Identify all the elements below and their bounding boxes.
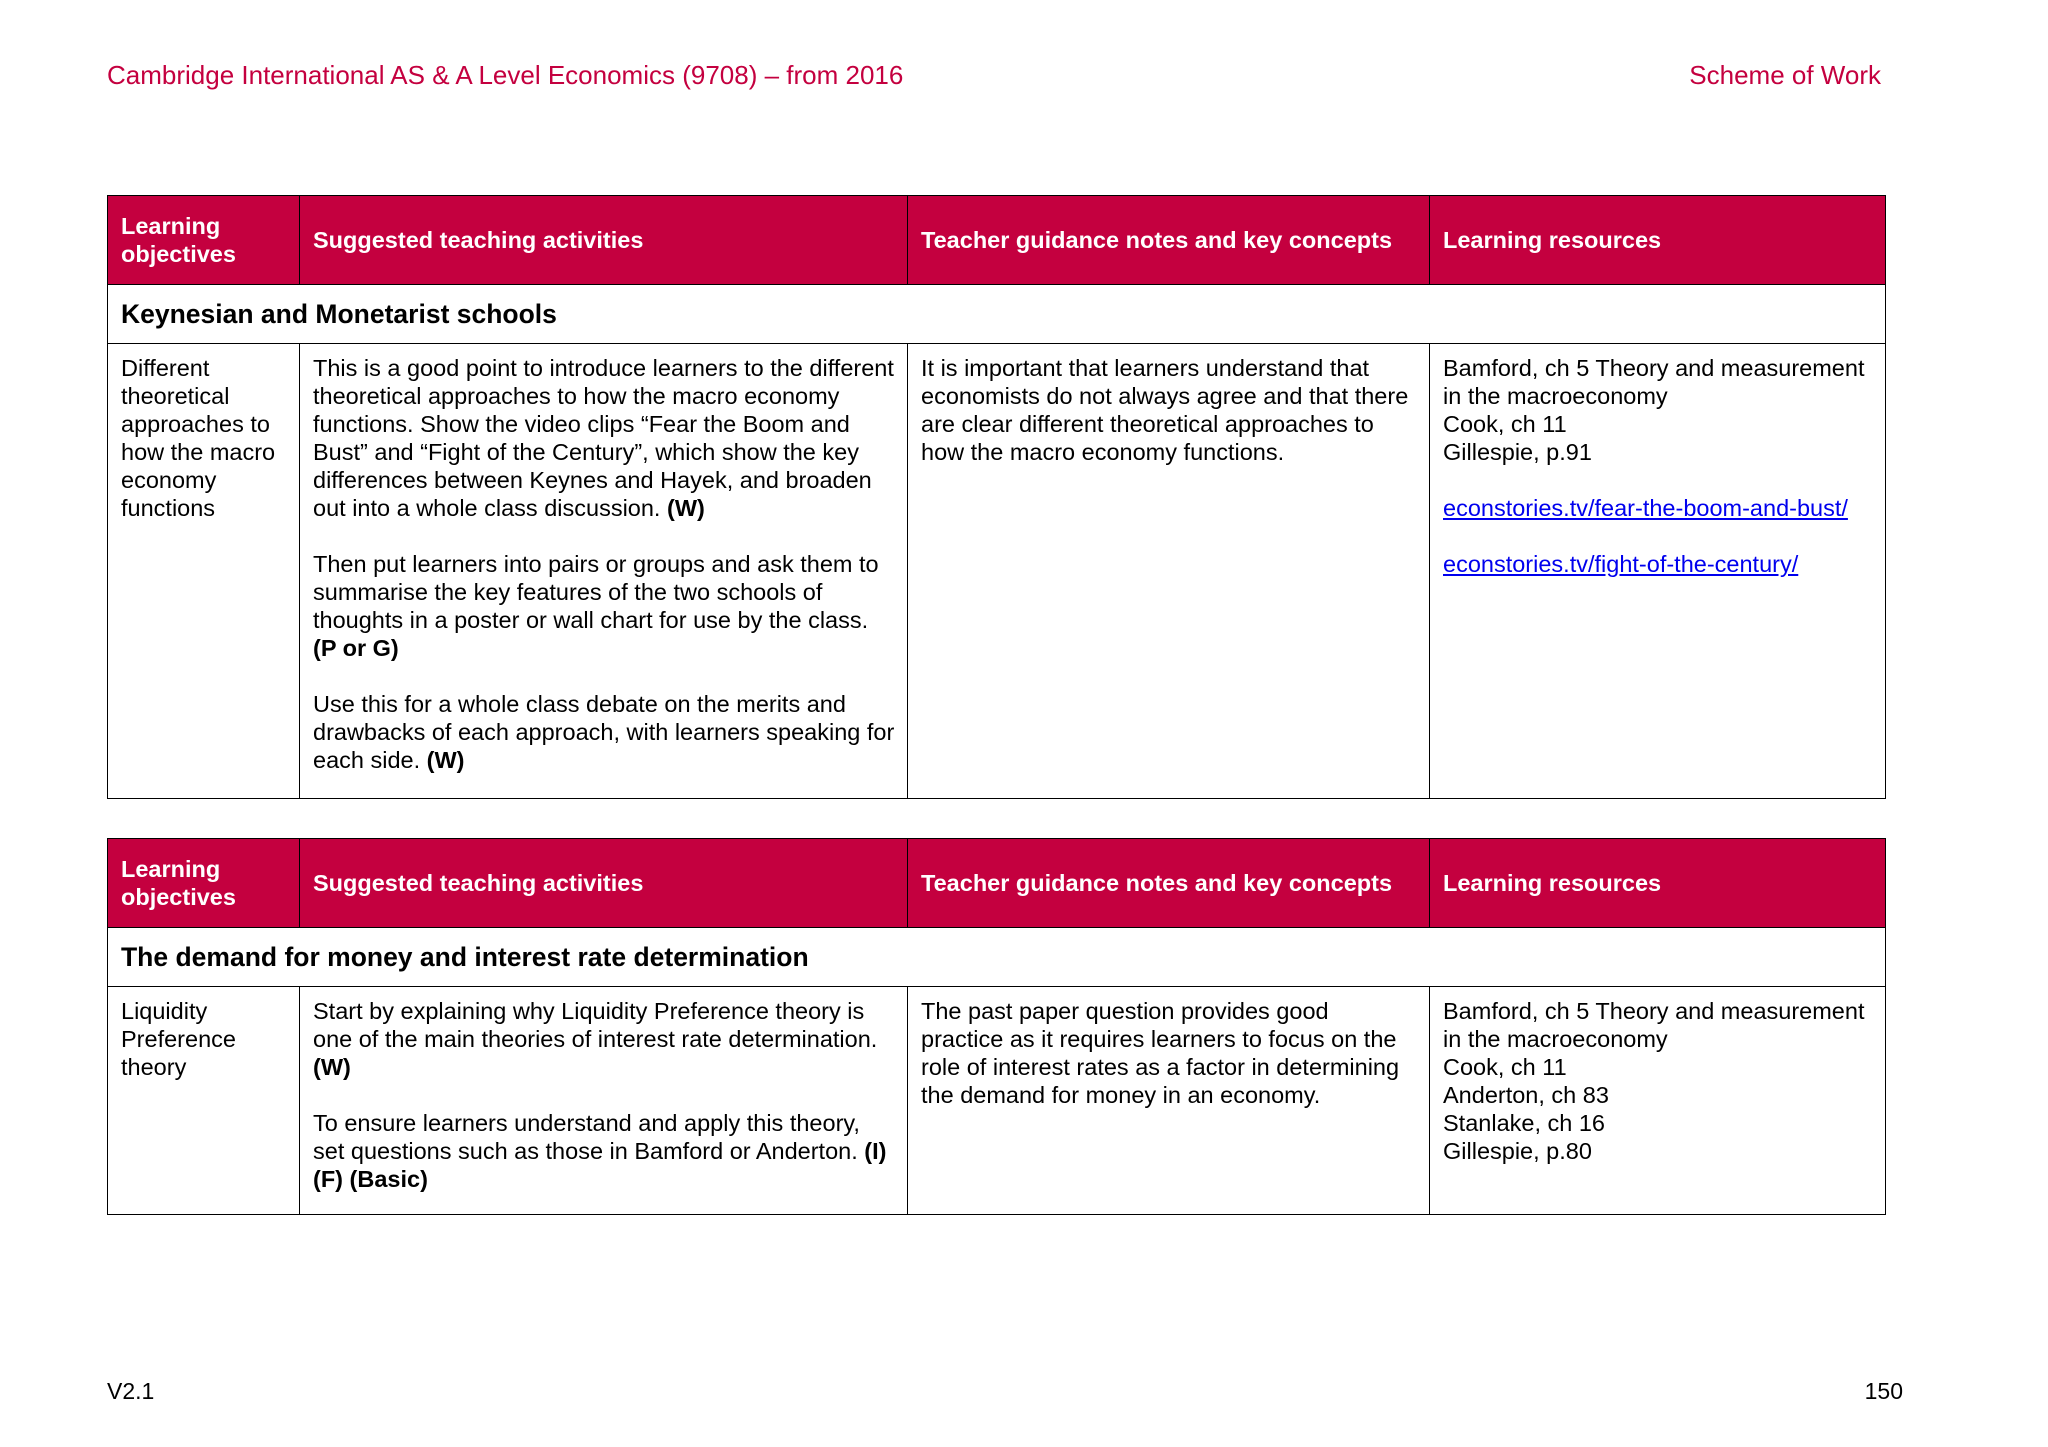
activity-paragraph: Then put learners into pairs or groups and ask them to summarise the key features of the two schools of thoughts in a poster or wall chart for use by the class. (P or G) — [313, 551, 879, 661]
col-teaching-activities: Suggested teaching activities — [300, 196, 908, 285]
table-header-row — [108, 196, 1886, 285]
table-row — [108, 344, 1886, 799]
resource-item: Bamford, ch 5 Theory and measurement in the macroeconomy — [1443, 998, 1865, 1052]
activity-paragraph: Start by explaining why Liquidity Preference theory is one of the main theories of interest rate determination. (W) — [313, 998, 878, 1080]
learning-resources-cell — [1430, 344, 1886, 799]
resource-item: Bamford, ch 5 Theory and measurement in the macroeconomy — [1443, 355, 1865, 409]
scheme-table-keynesian — [107, 195, 1886, 799]
teaching-activities-cell — [300, 987, 908, 1215]
document-type: Scheme of Work — [1689, 60, 1881, 90]
resource-item: Gillespie, p.91 — [1443, 439, 1592, 465]
activity-tag: (P or G) — [313, 635, 399, 661]
section-row — [108, 285, 1886, 344]
learning-objective-cell: Liquidity Preference theory — [108, 987, 300, 1215]
activity-tag: (I) (F) (Basic) — [313, 1138, 887, 1192]
link-fight-of-the-century[interactable]: econstories.tv/fight-of-the-century/ — [1443, 551, 1799, 577]
activity-paragraph: This is a good point to introduce learners to the different theoretical approaches to how the macro economy functions. Show the video clips “Fear the Boom and Bust” and “Fight of the Century”, which show the key differences between Keynes and Hayek, and broaden out into a whole class discussion. (W) — [313, 355, 894, 521]
activity-tag: (W) — [667, 495, 705, 521]
page-header — [107, 60, 1881, 91]
col-guidance-notes: Teacher guidance notes and key concepts — [908, 839, 1430, 928]
learning-objective-cell: Different theoretical approaches to how the macro economy functions — [108, 344, 300, 799]
resource-item: Gillespie, p.80 — [1443, 1138, 1592, 1164]
page-number: 150 — [1864, 1378, 1903, 1404]
section-row — [108, 928, 1886, 987]
learning-resources-cell — [1430, 987, 1886, 1215]
resource-item: Stanlake, ch 16 — [1443, 1110, 1605, 1136]
col-learning-objectives: Learning objectives — [108, 839, 300, 928]
teaching-activities-cell — [300, 344, 908, 799]
scheme-table-demand-for-money — [107, 838, 1886, 1215]
table-header-row — [108, 839, 1886, 928]
col-learning-resources: Learning resources — [1430, 196, 1886, 285]
resource-item: Cook, ch 11 — [1443, 411, 1567, 437]
col-guidance-notes: Teacher guidance notes and key concepts — [908, 196, 1430, 285]
col-teaching-activities: Suggested teaching activities — [300, 839, 908, 928]
table-row — [108, 987, 1886, 1215]
guidance-notes-cell: It is important that learners understand that economists do not always agree and that there are clear different theoretical approaches to how the macro economy functions. — [908, 344, 1430, 799]
activity-tag: (W) — [426, 747, 465, 773]
link-fear-the-boom-and-bust[interactable]: econstories.tv/fear-the-boom-and-bust/ — [1443, 495, 1848, 521]
section-title: Keynesian and Monetarist schools — [108, 285, 1886, 344]
activity-tag: (W) — [313, 1054, 351, 1080]
resource-list — [1443, 354, 1873, 466]
document-title: Cambridge International AS & A Level Economics (9708) – from 2016 — [107, 60, 904, 90]
page-footer — [107, 1378, 1903, 1405]
col-learning-resources: Learning resources — [1430, 839, 1886, 928]
section-title: The demand for money and interest rate determination — [108, 928, 1886, 987]
col-learning-objectives: Learning objectives — [108, 196, 300, 285]
resource-item: Anderton, ch 83 — [1443, 1082, 1609, 1108]
guidance-notes-cell: The past paper question provides good practice as it requires learners to focus on the role of interest rates as a factor in determining the demand for money in an economy. — [908, 987, 1430, 1215]
version-label: V2.1 — [107, 1378, 155, 1404]
activity-paragraph: To ensure learners understand and apply this theory, set questions such as those in Bamford or Anderton. (I) (F) (Basic) — [313, 1110, 887, 1192]
resource-item: Cook, ch 11 — [1443, 1054, 1567, 1080]
activity-paragraph: Use this for a whole class debate on the merits and drawbacks of each approach, with learners speaking for each side. (W) — [313, 691, 895, 773]
